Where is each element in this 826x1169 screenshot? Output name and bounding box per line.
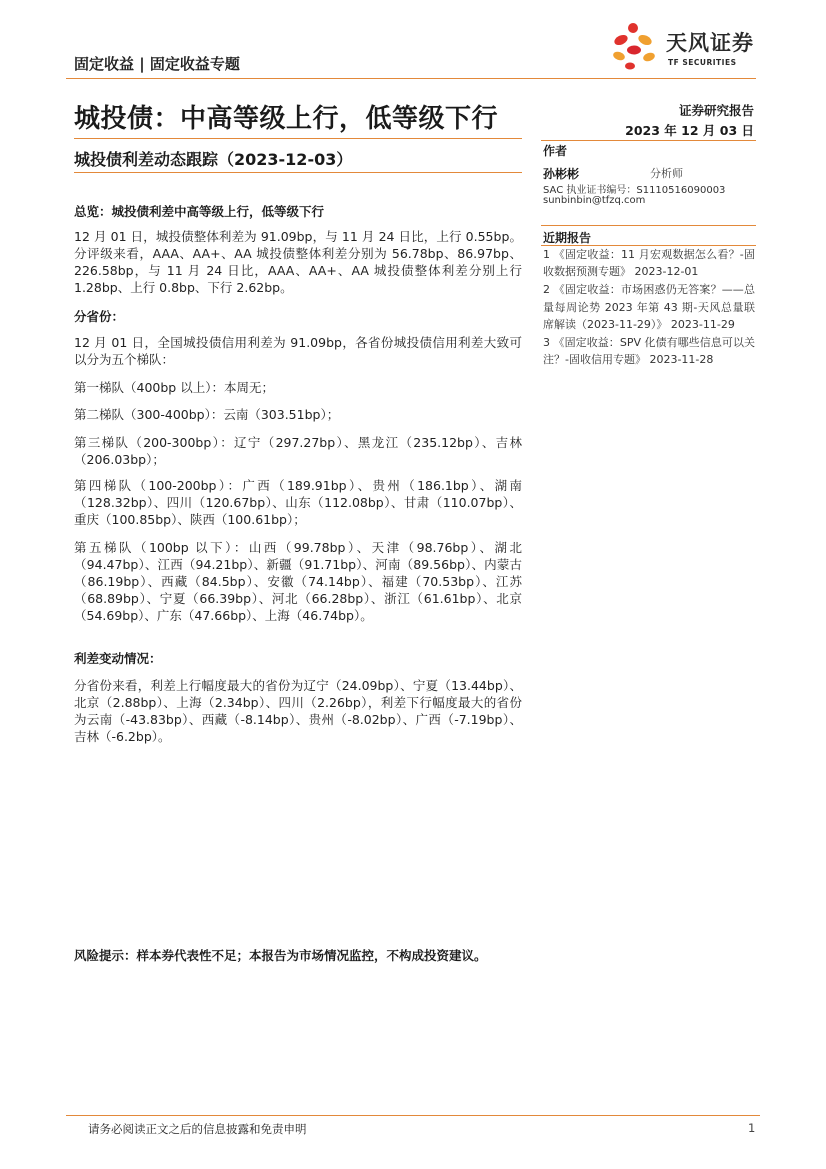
province-intro: [74, 334, 522, 368]
tier-1: [74, 379, 522, 396]
risk-warning-text: 风险提示：样本券代表性不足；本报告为市场情况监控，不构成投资建议。: [74, 948, 487, 963]
report-subtitle: 城投债利差动态跟踪（2023-12-03）: [74, 150, 353, 169]
tier-1-text: 第一梯队（400bp 以上）：本周无；: [74, 380, 274, 395]
logo-text-cn: 天风证券: [666, 31, 754, 55]
tier-3-text: 第三梯队（200-300bp）：辽宁（297.27bp）、黑龙江（235.12bp）、吉林（206.03bp）；: [74, 435, 522, 467]
tier-2: [74, 406, 522, 423]
subtitle-divider: [74, 172, 522, 173]
tier-5: [74, 539, 522, 624]
sidebar-divider-top: [541, 140, 756, 141]
overview-heading: 总览：城投债利差中高等级上行，低等级下行: [74, 204, 325, 219]
recent-report-item[interactable]: 3 《固定收益：SPV 化债有哪些信息可以关注？-固收信用专题》 2023-11-28: [543, 336, 755, 367]
author-heading: 作者: [543, 144, 568, 158]
tier-3: [74, 434, 522, 468]
author-role: 分析师: [650, 167, 683, 180]
recent-reports-heading: 近期报告: [543, 231, 592, 245]
report-type: 证券研究报告: [678, 103, 754, 118]
tier-4: [74, 477, 522, 528]
province-intro-text: 12 月 01 日，全国城投债信用利差为 91.09bp，各省份城投债信用利差大致可以分为五个梯队：: [74, 335, 522, 367]
author-name: 孙彬彬: [543, 167, 580, 181]
overview-paragraph: [74, 228, 522, 296]
page-number: 1: [748, 1121, 756, 1135]
title-divider: [74, 138, 522, 139]
recent-reports-list: [543, 246, 755, 369]
tier-5-text: 第五梯队（100bp 以下）：山西（99.78bp）、天津（98.76bp）、湖北（94.47bp）、江西（94.21bp）、新疆（91.71bp）、河南（89.56bp）、内蒙古（86.19bp）、西藏（84.5bp）、安徽（74.14bp）、福建（70.53bp）、江苏（68.89bp）、宁夏（66.39bp）、河北（66.28bp）、浙江（61.61bp）、北京（54.69bp）、广东（47.66bp）、上海（46.74bp）。: [74, 540, 522, 623]
recent-report-item[interactable]: 1 《固定收益：11 月宏观数据怎么看？-固收数据预测专题》 2023-12-01: [543, 248, 755, 279]
report-date: 2023 年 12 月 03 日: [625, 123, 754, 138]
report-title: 城投债：中高等级上行，低等级下行: [74, 104, 499, 134]
report-category: 固定收益 | 固定收益专题: [74, 55, 240, 73]
author-certificate: SAC 执业证书编号：S1110516090003: [543, 185, 726, 196]
recent-report-item[interactable]: 2 《固定收益：市场困惑仍无答案？——总量每周论势 2023 年第 43 期-天风总量联席解读（2023-11-29）》 2023-11-29: [543, 283, 755, 331]
footer-disclaimer: 请务必阅读正文之后的信息披露和免责申明: [88, 1122, 307, 1136]
overview-text: 12 月 01 日，城投债整体利差为 91.09bp，与 11 月 24 日比，上行 0.55bp。分评级来看，AAA、AA+、AA 城投债整体利差分别为 56.78bp、86.97bp、226.58bp，与 11 月 24 日比，AAA、AA+、AA 城投债整体利差分别上行 1.28bp、上行 0.8bp、下行 2.62bp。: [74, 229, 522, 295]
risk-warning: [74, 947, 522, 964]
sidebar-divider-mid: [541, 225, 756, 226]
tier-4-text: 第四梯队（100-200bp）：广西（189.91bp）、贵州（186.1bp）、湖南（128.32bp）、四川（120.67bp）、山东（112.08bp）、甘肃（110.07bp）、重庆（100.85bp）、陕西（100.61bp）；: [74, 478, 522, 527]
logo-text-en: TF SECURITIES: [668, 58, 737, 67]
tier-2-text: 第二梯队（300-400bp）：云南（303.51bp）；: [74, 407, 340, 422]
header-divider: [66, 78, 756, 79]
footer-divider: [66, 1115, 760, 1116]
province-heading: 分省份：: [74, 309, 125, 324]
spread-change-paragraph: [74, 677, 522, 745]
author-email[interactable]: sunbinbin@tfzq.com: [543, 195, 646, 206]
spread-change-heading: 利差变动情况：: [74, 651, 162, 666]
company-logo-icon: [610, 20, 668, 74]
spread-change-text: 分省份来看，利差上行幅度最大的省份为辽宁（24.09bp）、宁夏（13.44bp）、北京（2.88bp）、上海（2.34bp）、四川（2.26bp），利差下行幅度最大的省份为云南（-43.83bp）、西藏（-8.14bp）、贵州（-8.02bp）、广西（-7.19bp）、吉林（-6.2bp）。: [74, 678, 522, 744]
